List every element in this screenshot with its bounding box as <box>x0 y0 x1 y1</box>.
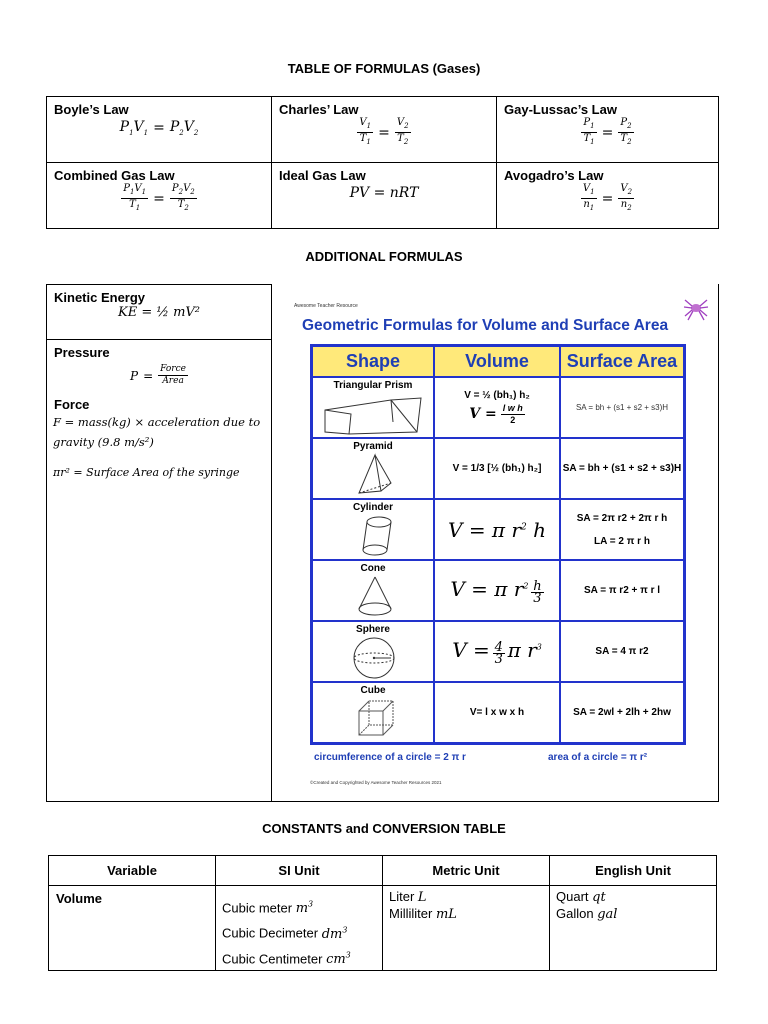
english-unit-2: Gallon <box>556 906 594 921</box>
gas-laws-table <box>46 96 719 229</box>
table-row <box>312 682 685 744</box>
header-si-unit: SI Unit <box>216 856 383 886</box>
gay-lussac-law-formula: $\frac{P_1}{T_1}$ = $\frac{P_2}{T_2}$ <box>583 117 632 146</box>
poster-brand: Awesome Teacher Resource <box>294 303 358 309</box>
avogadros-law-cell <box>497 163 719 229</box>
surface-formula: SA = 2π r2 + 2π r h <box>576 512 668 524</box>
kinetic-energy-label: Kinetic Energy <box>54 290 146 305</box>
table-row <box>312 499 685 560</box>
shape-name: Cone <box>360 563 386 574</box>
table-row <box>312 560 685 621</box>
volume-formula: V = ½ (bh₁) h₂ <box>464 389 530 401</box>
pressure-force-cell <box>47 340 272 802</box>
volume-formula-cone: V = π $r^2$ $\frac{h}{3}$ <box>434 560 560 621</box>
surface-formula: SA = 2wl + 2lh + 2hw <box>560 682 685 744</box>
header-shape: Shape <box>312 346 435 378</box>
circumference-formula: circumference of a circle = 2 π r <box>314 752 466 763</box>
table-row <box>312 621 685 682</box>
ideal-gas-law-label: Ideal Gas Law <box>279 168 366 183</box>
metric-unit-1: Liter <box>389 889 415 904</box>
volume-formula-cylinder: V = π $r^2$ h <box>434 499 560 560</box>
boyles-law-label: Boyle’s Law <box>54 102 129 117</box>
charles-law-formula: $\frac{V_1}{T_1}$ = $\frac{V_2}{T_2}$ <box>359 117 409 146</box>
triangular-prism-icon <box>321 392 425 436</box>
pressure-numerator: Force <box>160 364 186 374</box>
avogadros-law-formula: $\frac{V_1}{n_1}$ = $\frac{V_2}{n_2}$ <box>582 183 633 212</box>
gases-heading: TABLE OF FORMULAS (Gases) <box>287 61 481 76</box>
si-unit-1: Cubic meter <box>222 900 293 916</box>
metric-unit-2: Milliliter <box>389 906 433 921</box>
geometry-poster <box>272 284 718 801</box>
poster-copyright: ©Created and Copyrighted by Awesome Teacher Resources 2021 <box>310 780 442 785</box>
volume-formula: V= l x w x h <box>434 682 560 744</box>
geometry-table <box>310 344 686 745</box>
force-formula-line-1: F = mass(kg) × acceleration due to <box>53 415 261 429</box>
cone-icon <box>353 575 397 619</box>
surface-formula: SA = bh + (s1 + s2 + s3)H <box>560 377 685 438</box>
additional-heading: ADDITIONAL FORMULAS <box>305 249 463 264</box>
charles-law-cell <box>272 97 497 163</box>
english-units: Quart qt Gallon gal <box>550 886 717 971</box>
volume-formula-sphere: V = $\frac{4}{3}$ π $r^3$ <box>434 621 560 682</box>
gay-lussac-law-label: Gay-Lussac’s Law <box>504 102 617 117</box>
table-row <box>312 438 685 499</box>
gay-lussac-law-cell <box>497 97 719 163</box>
volume-formula: V = 1/3 [½ (bh₁) h₂] <box>434 438 560 499</box>
pressure-label: Pressure <box>54 345 110 360</box>
header-metric-unit: Metric Unit <box>383 856 550 886</box>
cylinder-icon <box>359 514 395 558</box>
english-unit-1: Quart <box>556 889 589 904</box>
header-english-unit: English Unit <box>550 856 717 886</box>
force-formula-line-2: gravity (9.8 m/s²) <box>53 435 154 449</box>
header-surface-area: Surface Area <box>560 346 685 378</box>
si-unit-2: Cubic Decimeter <box>222 925 319 941</box>
pressure-formula: P = $\frac{\text{Force}}{\text{Area}}$ <box>130 364 186 386</box>
surface-formula: SA = 4 π r2 <box>560 621 685 682</box>
circle-area-formula: area of a circle = π r² <box>548 752 648 763</box>
table-row <box>312 377 685 438</box>
combined-gas-law-formula: $\frac{P_1V_1}{T_1}$ = $\frac{P_2V_2}{T_2}$ <box>123 183 195 212</box>
surface-formula: SA = π r2 + π r l <box>560 560 685 621</box>
kinetic-energy-formula: KE = ½ mV² <box>117 305 201 320</box>
shape-name: Cube <box>360 685 386 696</box>
charles-law-label: Charles’ Law <box>279 102 359 117</box>
boyles-law-cell <box>47 97 272 163</box>
constants-heading: CONSTANTS and CONVERSION TABLE <box>262 821 506 836</box>
ideal-gas-law-formula: PV = nRT <box>349 185 419 201</box>
ideal-gas-law-cell <box>272 163 497 229</box>
pressure-denominator: Area <box>162 376 184 386</box>
lateral-area-formula: LA = 2 π r h <box>594 535 650 547</box>
pyramid-icon <box>355 453 395 497</box>
si-units: Cubic meter $m^3$ Cubic Decimeter $dm^3$ Cubic Centimeter $cm^3$ <box>216 886 383 971</box>
combined-gas-law-cell <box>47 163 272 229</box>
poster-title: Geometric Formulas for Volume and Surface Area <box>302 317 669 334</box>
shape-name: Cylinder <box>352 502 393 513</box>
si-unit-3: Cubic Centimeter <box>222 950 323 966</box>
variable-volume: Volume <box>56 891 102 906</box>
metric-units: Liter L Milliliter mL <box>383 886 550 971</box>
table-row <box>49 886 717 971</box>
kinetic-energy-cell <box>47 285 272 340</box>
spider-logo-icon <box>682 294 710 322</box>
volume-formula-fraction: V = $\frac{\text{l w h}}{2}$ <box>469 402 523 425</box>
conversion-table <box>48 855 717 971</box>
cube-icon <box>355 697 397 741</box>
header-variable: Variable <box>49 856 216 886</box>
syringe-formula: πr² = Surface Area of the syringe <box>53 466 240 479</box>
shape-name: Pyramid <box>353 441 393 452</box>
surface-formula: SA = bh + (s1 + s2 + s3)H <box>560 438 685 499</box>
avogadros-law-label: Avogadro’s Law <box>504 168 604 183</box>
combined-gas-law-label: Combined Gas Law <box>54 168 175 183</box>
boyles-law-formula: $P_1V_1$ = $P_2V_2$ <box>119 119 199 137</box>
header-volume: Volume <box>434 346 560 378</box>
force-label: Force <box>54 397 90 412</box>
shape-name: Triangular Prism <box>333 380 413 391</box>
sphere-icon <box>351 636 397 680</box>
shape-name: Sphere <box>356 624 390 635</box>
